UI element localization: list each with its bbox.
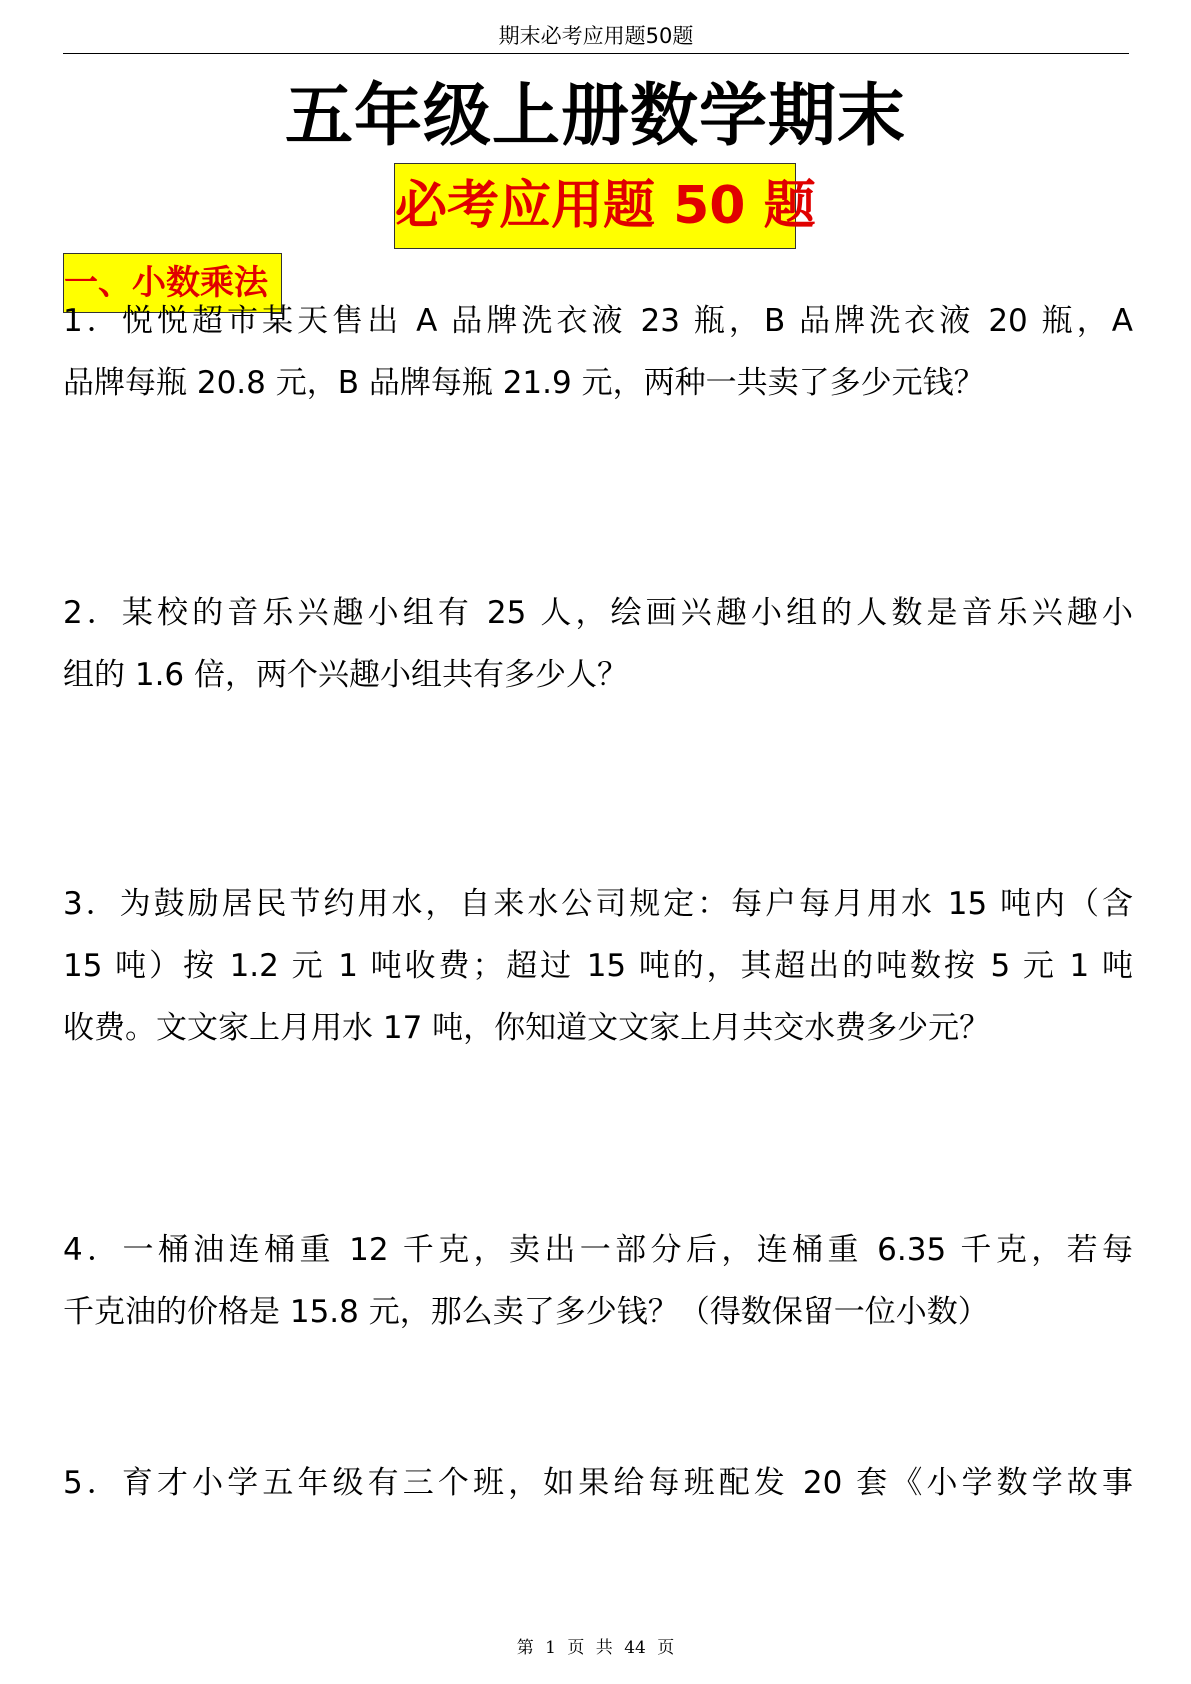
running-header [63,20,1129,54]
question-4 [63,1219,1133,1343]
question-line: 4．一桶油连桶重 12 千克，卖出一部分后，连桶重 6.35 千克，若每 [63,1232,1133,1268]
running-header-title: 期末必考应用题50题 [498,24,694,48]
page-number: 第 1 页 共 44 页 [516,1638,675,1658]
question-line: 15 吨）按 1.2 元 1 吨收费；超过 15 吨的，其超出的吨数按 5 元 1 吨 [63,948,1133,984]
question-line: 组的 1.6 倍，两个兴趣小组共有多少人？ [63,657,629,693]
question-line: 2．某校的音乐兴趣小组有 25 人，绘画兴趣小组的人数是音乐兴趣小 [63,595,1133,631]
document-title: 五年级上册数学期末 [284,77,906,156]
question-line: 3．为鼓励居民节约用水，自来水公司规定：每户每月用水 15 吨内（含 [63,886,1133,922]
document-subtitle: 必考应用题 50 题 [394,163,796,249]
question-line: 品牌每瓶 20.8 元，B 品牌每瓶 21.9 元，两种一共卖了多少元钱？ [63,365,985,401]
section-heading: 一、小数乘法 [63,253,282,313]
question-5 [63,1452,1133,1514]
question-2 [63,582,1133,706]
question-1 [63,290,1133,414]
question-3 [63,873,1133,1059]
question-line: 5．育才小学五年级有三个班，如果给每班配发 20 套《小学数学故事 [63,1465,1133,1501]
question-line: 收费。文文家上月用水 17 吨，你知道文文家上月共交水费多少元？ [63,1010,991,1046]
question-line: 千克油的价格是 15.8 元，那么卖了多少钱？（得数保留一位小数） [63,1294,989,1330]
question-line: 1．悦悦超市某天售出 A 品牌洗衣液 23 瓶，B 品牌洗衣液 20 瓶，A [63,303,1133,339]
